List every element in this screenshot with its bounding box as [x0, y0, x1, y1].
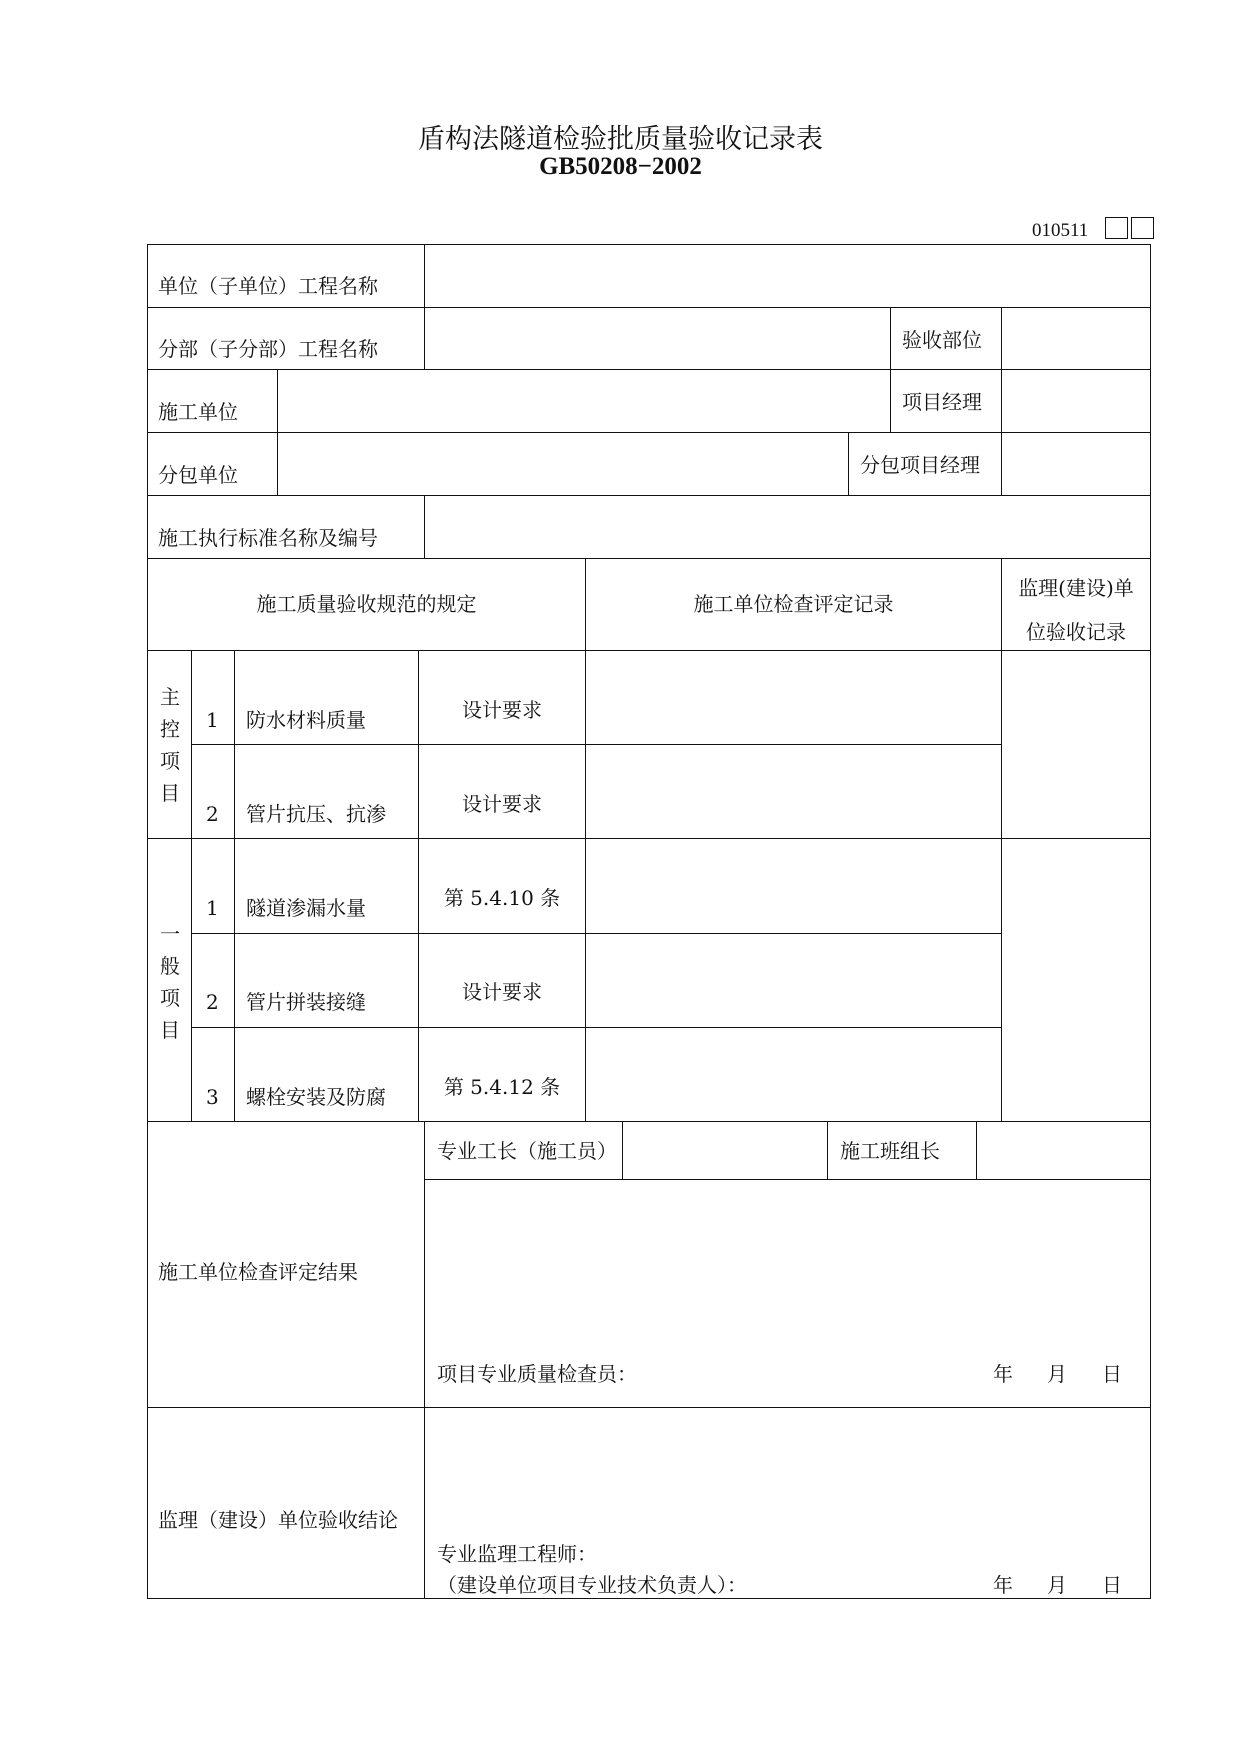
- conclusion-day-label: 日: [1102, 1573, 1122, 1597]
- general-items-label-char: 目: [160, 1018, 180, 1042]
- supervising-engineer-label: 专业监理工程师：: [437, 1542, 597, 1566]
- item-name: 管片抗压、抗渗: [246, 802, 386, 826]
- owner-representative-label: （建设单位项目专业技术负责人）：: [437, 1573, 747, 1597]
- form-code: 010511: [1032, 220, 1089, 241]
- row-number: 1: [206, 896, 219, 920]
- unit-project-name-label: 单位（子单位）工程名称: [158, 274, 378, 298]
- form-code-box-2[interactable]: [1131, 217, 1154, 239]
- acceptance-part-label: 验收部位: [902, 328, 982, 352]
- supervision-column-header-line2: 位验收记录: [1026, 620, 1126, 644]
- supervision-conclusion-label: 监理（建设）单位验收结论: [158, 1508, 398, 1532]
- main-items-label-char: 控: [160, 717, 180, 741]
- project-manager-label: 项目经理: [902, 390, 982, 414]
- main-items-label-char: 目: [160, 781, 180, 805]
- team-leader-label: 施工班组长: [840, 1139, 940, 1163]
- item-requirement: 第 5.4.10 条: [443, 886, 561, 910]
- conclusion-year-label: 年: [993, 1573, 1013, 1597]
- row-number: 2: [206, 802, 219, 826]
- result-month-label: 月: [1047, 1362, 1067, 1386]
- row-number: 1: [206, 708, 219, 732]
- construction-unit-label: 施工单位: [158, 400, 238, 424]
- form-code-box-1[interactable]: [1105, 217, 1128, 239]
- main-items-label-char: 项: [160, 749, 180, 773]
- item-requirement: 设计要求: [462, 792, 542, 816]
- row-number: 3: [206, 1085, 219, 1109]
- item-name: 隧道渗漏水量: [246, 896, 366, 920]
- item-name: 防水材料质量: [246, 708, 366, 732]
- sub-project-name-label: 分部（子分部）工程名称: [158, 337, 378, 361]
- standard-name-label: 施工执行标准名称及编号: [158, 526, 378, 550]
- sub-project-manager-label: 分包项目经理: [860, 453, 980, 477]
- check-record-column-header: 施工单位检查评定记录: [693, 592, 894, 616]
- supervision-column-header-line1: 监理(建设)单: [1018, 576, 1134, 600]
- standard-code: GB50208−2002: [539, 153, 702, 180]
- result-day-label: 日: [1102, 1362, 1122, 1386]
- item-name: 管片拼装接缝: [246, 990, 366, 1014]
- result-year-label: 年: [993, 1362, 1013, 1386]
- construction-result-label: 施工单位检查评定结果: [158, 1260, 358, 1284]
- item-name: 螺栓安装及防腐: [246, 1085, 386, 1109]
- main-items-label-char: 主: [160, 685, 180, 709]
- general-items-label-char: 一: [160, 922, 180, 946]
- general-items-label-char: 项: [160, 986, 180, 1010]
- item-requirement: 设计要求: [462, 698, 542, 722]
- spec-column-header: 施工质量验收规范的规定: [256, 592, 477, 616]
- conclusion-month-label: 月: [1047, 1573, 1067, 1597]
- item-requirement: 第 5.4.12 条: [443, 1075, 561, 1099]
- foreman-label: 专业工长（施工员）: [437, 1139, 617, 1163]
- quality-inspector-label: 项目专业质量检查员：: [437, 1362, 637, 1386]
- general-items-label-char: 般: [160, 954, 180, 978]
- page-title: 盾构法隧道检验批质量验收记录表: [418, 124, 823, 155]
- row-number: 2: [206, 990, 219, 1014]
- subcontract-unit-label: 分包单位: [158, 463, 238, 487]
- item-requirement: 设计要求: [462, 980, 542, 1004]
